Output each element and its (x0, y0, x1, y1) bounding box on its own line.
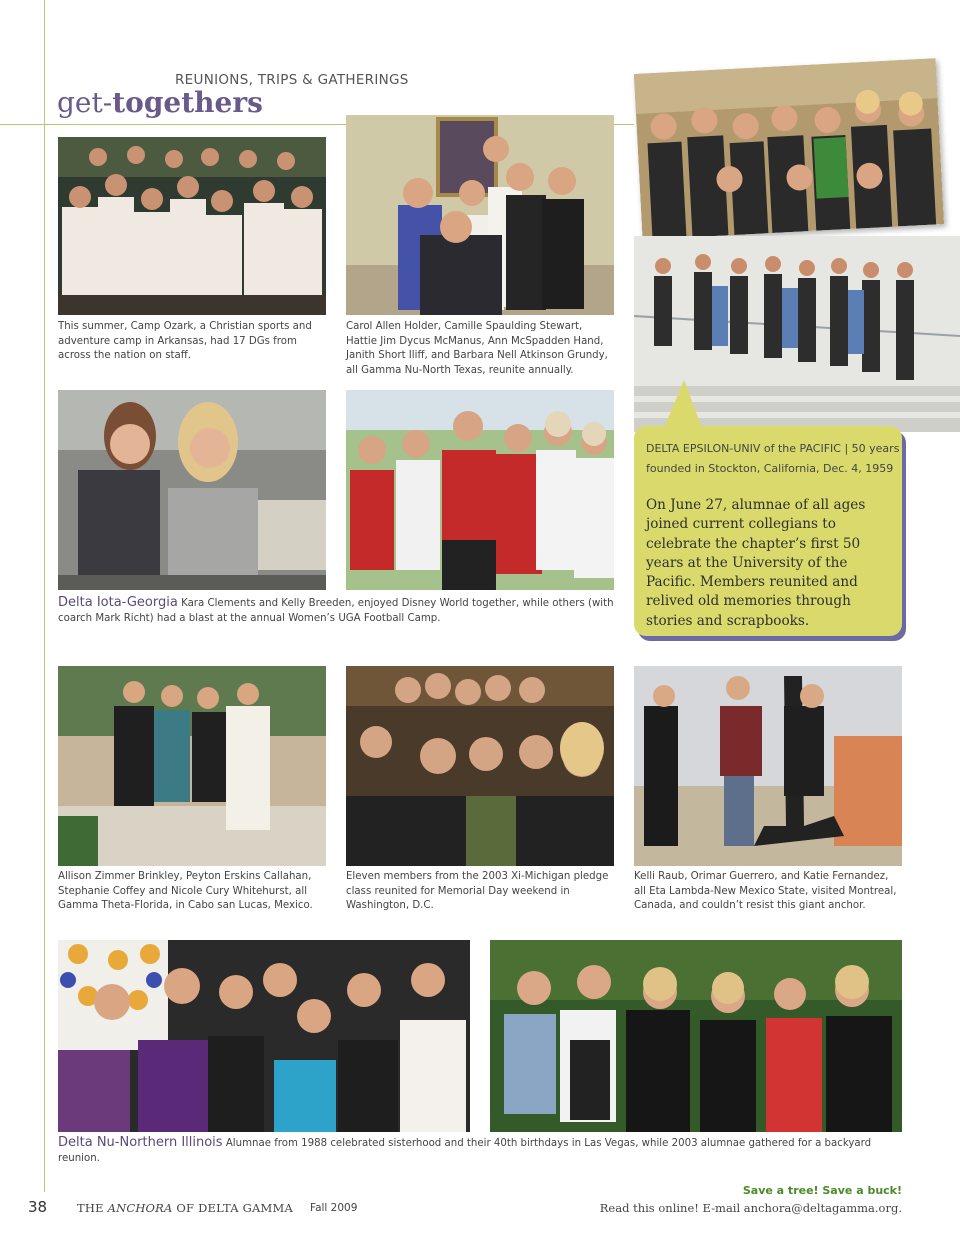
caption-delta-iota-lead: Delta Iota-Georgia (58, 595, 178, 610)
page-title-bold: togethers (112, 86, 263, 119)
callout-pointer (664, 380, 704, 430)
caption-delta-nu-lead: Delta Nu-Northern Illinois (58, 1135, 223, 1150)
caption-gamma-theta: Allison Zimmer Brinkley, Peyton Erskins Callahan, Stephanie Coffey and Nicole Cury Whitehurst, all Gamma Theta-Florida, in Cabo san Lucas, Mexico. (58, 871, 313, 911)
save-tree-note: Save a tree! Save a buck! (742, 1184, 902, 1197)
page-number: 38 (28, 1198, 48, 1216)
callout-body: On June 27, alumnae of all ages joined current collegians to celebrate the chapter’s first 50 years at the University of the Pacific. Members reunited and relived old memories through stories and scrapbooks. (646, 497, 866, 629)
caption-xi-michigan: Eleven members from the 2003 Xi-Michigan pledge class reunited for Memorial Day weekend in Washington, D.C. (346, 871, 609, 911)
caption-camp-ozark: This summer, Camp Ozark, a Christian sports and adventure camp in Arkansas, had 17 DGs from across the nation on staff. (58, 321, 312, 361)
caption-gamma-nu: Carol Allen Holder, Camille Spaulding Stewart, Hattie Jim Dycus McManus, Ann McSpadden Hand, Janith Short Iliff, and Barbara Nell Atkinson Grundy, all Gamma Nu-North Texas, reunite annually. (346, 321, 608, 376)
photo-backyard-reunion (490, 940, 902, 1132)
photo-gamma-nu-reunion (346, 115, 614, 315)
caption-delta-iota (58, 596, 618, 626)
delta-epsilon-callout (634, 426, 902, 636)
photo-las-vegas (58, 940, 470, 1132)
photo-kara-kelly (58, 390, 326, 590)
photo-xi-michigan (346, 666, 614, 866)
magazine-name-italic: ANCHORA (107, 1201, 173, 1215)
photo-uga-football-camp (346, 390, 614, 590)
callout-heading: DELTA EPSILON-UNIV of the PACIFIC | 50 years (646, 442, 900, 455)
issue-date: Fall 2009 (310, 1202, 358, 1214)
photo-camp-ozark (58, 137, 326, 315)
page-title-prefix: get- (57, 86, 113, 119)
margin-rule-vertical (44, 0, 45, 1192)
section-label: REUNIONS, TRIPS & GATHERINGS (175, 72, 409, 88)
read-online-note: Read this online! E-mail anchora@deltagamma.org. (599, 1201, 902, 1215)
photo-delta-epsilon-collegians (634, 58, 944, 240)
page-title (57, 86, 263, 119)
caption-eta-lambda: Kelli Raub, Orimar Guerrero, and Katie Fernandez, all Eta Lambda-New Mexico State, visited Montreal, Canada, and couldn’t resist this giant anchor. (634, 871, 897, 911)
caption-delta-nu (58, 1136, 908, 1166)
caption-delta-iota-text: Kara Clements and Kelly Breeden, enjoyed Disney World together, while others (with coarch Mark Richt) had a blast at the annual Women’s UGA Football Camp. (58, 598, 614, 624)
photo-cabo (58, 666, 326, 866)
magazine-name (77, 1201, 293, 1215)
caption-delta-nu-text: Alumnae from 1988 celebrated sisterhood and their 40th birthdays in Las Vegas, while 2003 alumnae gathered for a backyard reunion. (58, 1138, 872, 1164)
magazine-name-pre: THE (77, 1201, 108, 1215)
magazine-name-post: OF DELTA GAMMA (172, 1201, 293, 1215)
callout-subheading: founded in Stockton, California, Dec. 4, 1959 (646, 462, 894, 475)
photo-giant-anchor (634, 666, 902, 866)
